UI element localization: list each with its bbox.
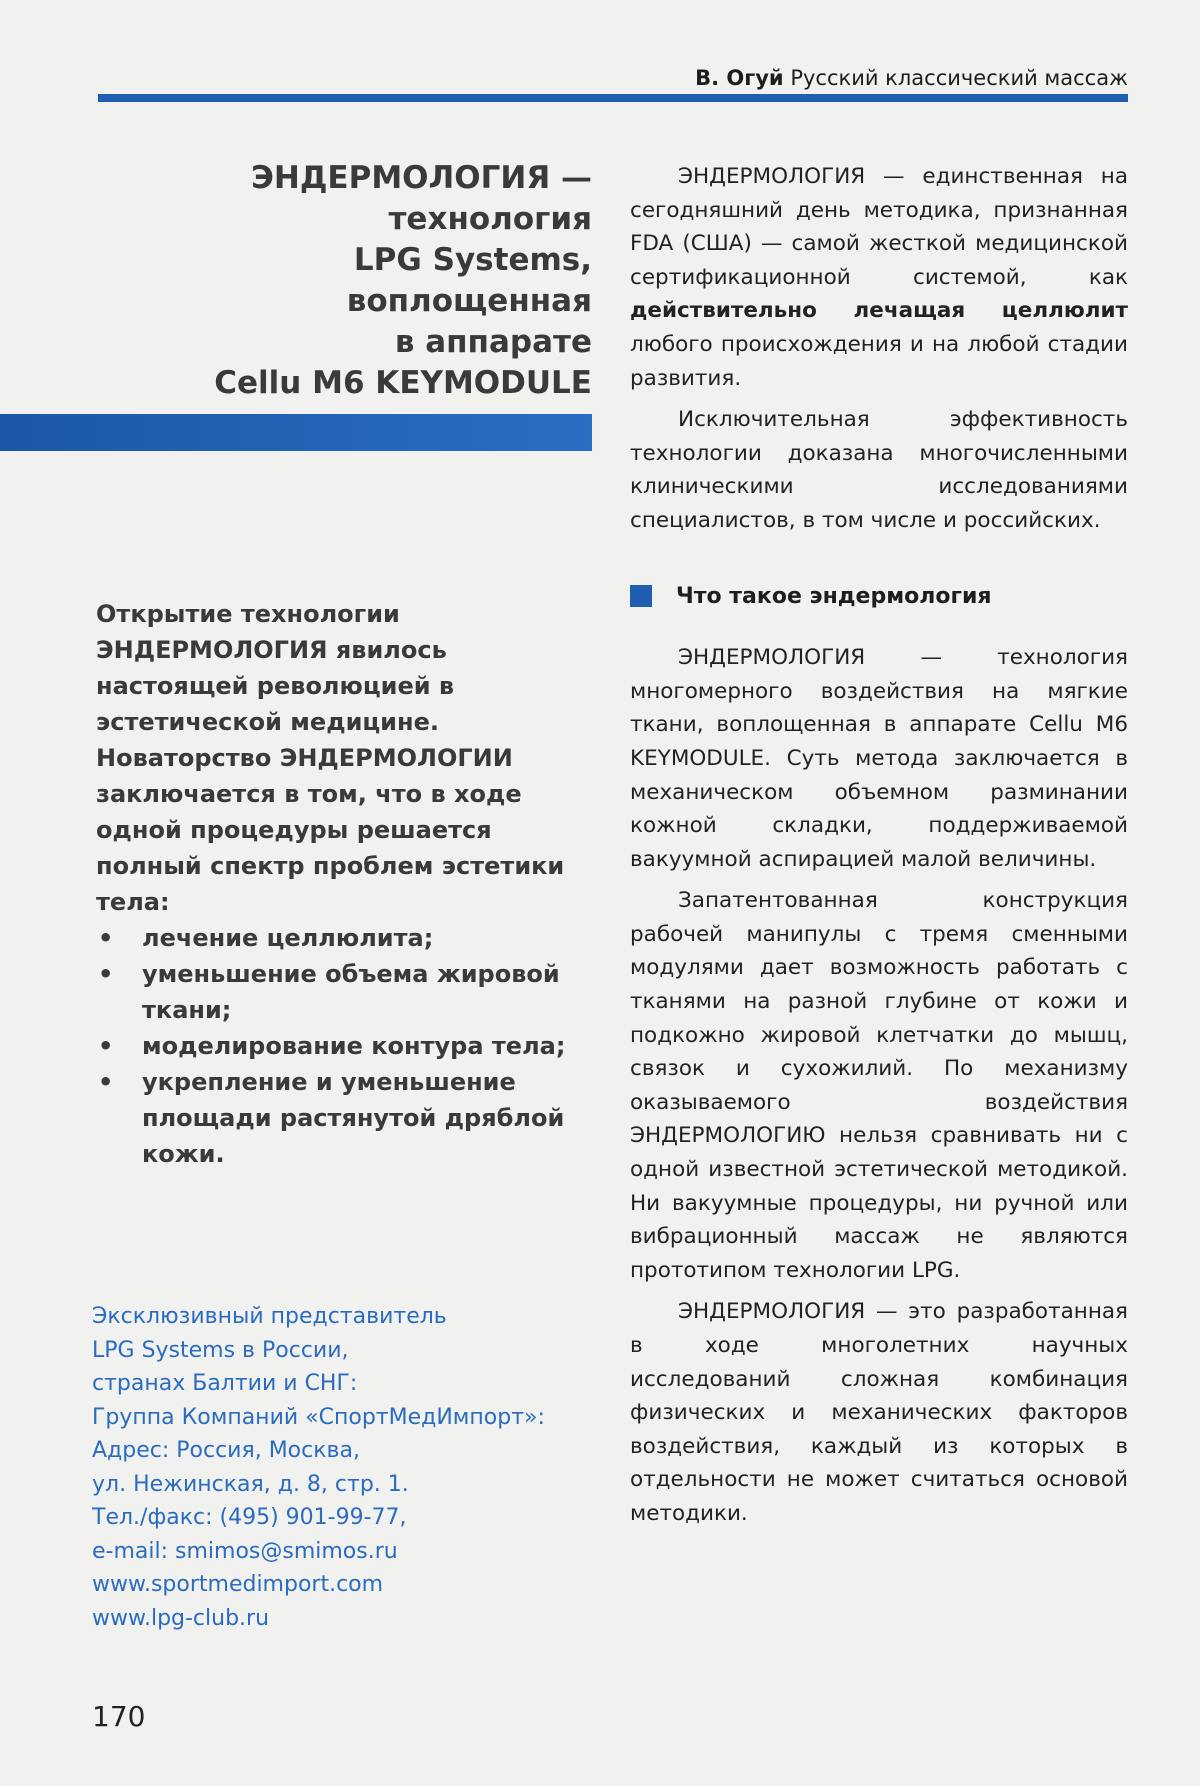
contact-line: Группа Компаний «СпортМедИмпорт»:	[92, 1404, 545, 1430]
intro-bullet-list	[96, 920, 602, 1172]
intro-text: Открытие технологии ЭНДЕРМОЛОГИЯ явилось настоящей революцией в эстетической медицине. Новаторство ЭНДЕРМОЛОГИИ заключается в том, что в ходе одной процедуры решается полный спектр проблем эстетики тела:	[96, 600, 565, 916]
contact-website-link[interactable]: www.lpg-club.ru	[92, 1605, 270, 1631]
title-line: Cellu M6 KEYMODULE	[214, 365, 592, 401]
title-accent-bar	[0, 414, 592, 451]
body-text: любого происхождения и на любой стадии развития.	[630, 331, 1128, 391]
title-line: в аппарате	[394, 324, 592, 360]
title-line: воплощенная	[346, 283, 592, 319]
intro-bullet: • уменьшение объема жировой ткани;	[96, 956, 602, 1028]
contact-line: Эксклюзивный представитель	[92, 1304, 447, 1329]
running-head-author: В. Огуй	[695, 66, 784, 90]
intro-block	[96, 596, 602, 1172]
running-head-book-title: Русский классический массаж	[790, 66, 1128, 90]
body-paragraph: Запатентованная конструкция рабочей манипулы с тремя сменными модулями дает возможность работать с тканями на разной глубине от кожи и подкожно жировой клетчатки до мышц, связок и сухожилий. По механизму оказываемого воздействия ЭНДЕРМОЛОГИЮ нельзя сравнивать ни с одной известной эстетической методикой. Ни вакуумные процедуры, ни ручной или вибрационный массаж не являются прототипом технологии LPG.	[630, 888, 1128, 1283]
body-paragraph: Исключительная эффективность технологии доказана многочисленными клиническими исследованиями специалистов, в том числе и российских.	[630, 407, 1128, 533]
title-line: ЭНДЕРМОЛОГИЯ —	[251, 160, 592, 196]
square-bullet-icon	[630, 585, 652, 607]
section-heading-text: Что такое эндермология	[676, 583, 992, 609]
body-paragraph	[630, 160, 1128, 395]
page-number: 170	[92, 1700, 146, 1733]
article-title	[120, 158, 592, 404]
body-text-bold: действительно лечащая целлюлит	[630, 298, 1128, 324]
running-head	[695, 66, 1128, 90]
contact-phone: Тел./факс: (495) 901-99-77,	[92, 1505, 407, 1530]
contacts-block	[92, 1300, 612, 1635]
section-heading	[630, 580, 1128, 614]
top-rule	[98, 94, 1128, 102]
body-text: ЭНДЕРМОЛОГИЯ — единственная на сегодняшний день методика, признанная FDA (США) — самой жесткой медицинской сертификационной системой, как	[630, 164, 1128, 290]
contact-website-link[interactable]: www.sportmedimport.com	[92, 1572, 384, 1597]
title-line: технология	[388, 201, 592, 237]
contact-email[interactable]: e-mail: smimos@smimos.ru	[92, 1538, 398, 1564]
intro-bullet: • лечение целлюлита;	[96, 920, 602, 956]
intro-bullet: • моделирование контура тела;	[96, 1028, 602, 1064]
contact-address: Адрес: Россия, Москва,	[92, 1438, 360, 1463]
contact-line: LPG Systems в России,	[92, 1337, 349, 1363]
contact-address: ул. Нежинская, д. 8, стр. 1.	[92, 1471, 409, 1497]
intro-bullet: • укрепление и уменьшение площади растянутой дряблой кожи.	[96, 1064, 602, 1172]
body-paragraph: ЭНДЕРМОЛОГИЯ — технология многомерного воздействия на мягкие ткани, воплощенная в аппарате Cellu M6 KEYMODULE. Суть метода заключается в механическом объемном разминании кожной складки, поддерживаемой вакуумной аспирацией малой величины.	[630, 645, 1128, 872]
contact-line: странах Балтии и СНГ:	[92, 1371, 358, 1396]
main-text-column	[630, 160, 1128, 1531]
title-line: LPG Systems,	[353, 242, 592, 278]
body-paragraph: ЭНДЕРМОЛОГИЯ — это разработанная в ходе многолетних научных исследований сложная комбинация физических и механических факторов воздействия, каждый из которых в отдельности не может считаться основой методики.	[630, 1299, 1128, 1526]
